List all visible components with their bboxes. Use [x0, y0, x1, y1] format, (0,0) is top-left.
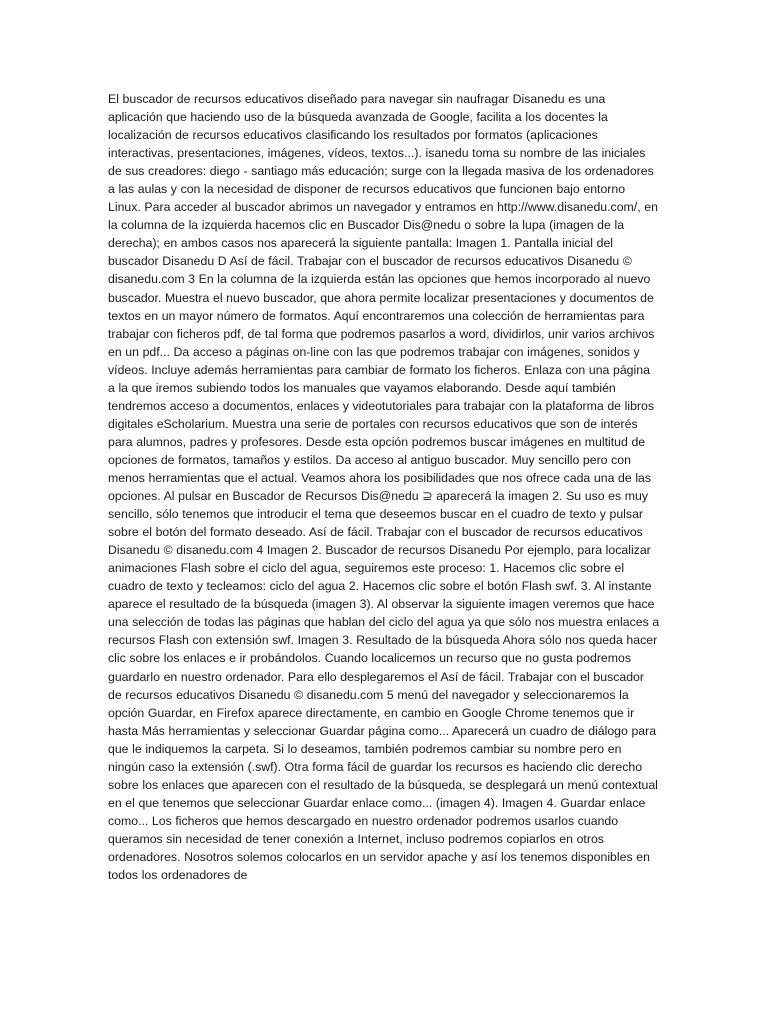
- document-body-text: El buscador de recursos educativos diseñado para navegar sin naufragar Disanedu es una aplicación que haciendo uso de la búsqueda avanzada de Google, facilita a los docentes la localización de recursos educativos clasificando los resultados por formatos (aplicaciones interactivas, presentaciones, imágenes, vídeos, textos...). isanedu toma su nombre de las iniciales de sus creadores: diego - santiago más educación; surge con la llegada masiva de los ordenadores a las aulas y con la necesidad de disponer de recursos educativos que funcionen bajo entorno Linux. Para acceder al buscador abrimos un navegador y entramos en http://www.disanedu.com/, en la columna de la izquierda hacemos clic en Buscador Dis@nedu o sobre la lupa (imagen de la derecha); en ambos casos nos aparecerá la siguiente pantalla: Imagen 1. Pantalla inicial del buscador Disanedu D Así de fácil. Trabajar con el buscador de recursos educativos Disanedu © disanedu.com 3 En la columna de la izquierda están las opciones que hemos incorporado al nuevo buscador. Muestra el nuevo buscador, que ahora permite localizar presentaciones y documentos de textos en un mayor número de formatos. Aquí encontraremos una colección de herramientas para trabajar con ficheros pdf, de tal forma que podremos pasarlos a word, dividirlos, unir varios archivos en un pdf... Da acceso a páginas on-line con las que podremos trabajar con imágenes, sonidos y vídeos. Incluye además herramientas para cambiar de formato los ficheros. Enlaza con una página a la que iremos subiendo todos los manuales que vayamos elaborando. Desde aquí también tendremos acceso a documentos, enlaces y videotutoriales para trabajar con la plataforma de libros digitales eScholarium. Muestra una serie de portales con recursos educativos que son de interés para alumnos, padres y profesores. Desde esta opción podremos buscar imágenes en multitud de opciones de formatos, tamaños y estilos. Da acceso al antiguo buscador. Muy sencillo pero con menos herramientas que el actual. Veamos ahora los posibilidades que nos ofrece cada una de las opciones. Al pulsar en Buscador de Recursos Dis@nedu ⊇ aparecerá la imagen 2. Su uso es muy sencillo, sólo tenemos que introducir el tema que deseemos buscar en el cuadro de texto y pulsar sobre el botón del formato deseado. Así de fácil. Trabajar con el buscador de recursos educativos Disanedu © disanedu.com 4 Imagen 2. Buscador de recursos Disanedu Por ejemplo, para localizar animaciones Flash sobre el ciclo del agua, seguiremos este proceso: 1. Hacemos clic sobre el cuadro de texto y tecleamos: ciclo del agua 2. Hacemos clic sobre el botón Flash swf. 3. Al instante aparece el resultado de la búsqueda (imagen 3). Al observar la siguiente imagen veremos que hace una selección de todas las páginas que hablan del ciclo del agua ya que sólo nos muestra enlaces a recursos Flash con extensión swf. Imagen 3. Resultado de la búsqueda Ahora sólo nos queda hacer clic sobre los enlaces e ir probándolos. Cuando localicemos un recurso que no gusta podremos guardarlo en nuestro ordenador. Para ello desplegaremos el Así de fácil. Trabajar con el buscador de recursos educativos Disanedu © disanedu.com 5 menú del navegador y seleccionaremos la opción Guardar, en Firefox aparece directamente, en cambio en Google Chrome tenemos que ir hasta Más herramientas y seleccionar Guardar página como... Aparecerá un cuadro de diálogo para que le indiquemos la carpeta. Si lo deseamos, también podremos cambiar su nombre pero en ningún caso la extensión (.swf). Otra forma fácil de guardar los recursos es haciendo clic derecho sobre los enlaces que aparecen con el resultado de la búsqueda, se desplegará un menú contextual en el que tenemos que seleccionar Guardar enlace como... (imagen 4). Imagen 4. Guardar enlace como... Los ficheros que hemos descargado en nuestro ordenador podremos usarlos cuando queramos sin necesidad de tener conexión a Internet, incluso podremos copiarlos en otros ordenadores. Nosotros solemos colocarlos en un servidor apache y así los tenemos disponibles en todos los ordenadores de: [108, 92, 660, 883]
